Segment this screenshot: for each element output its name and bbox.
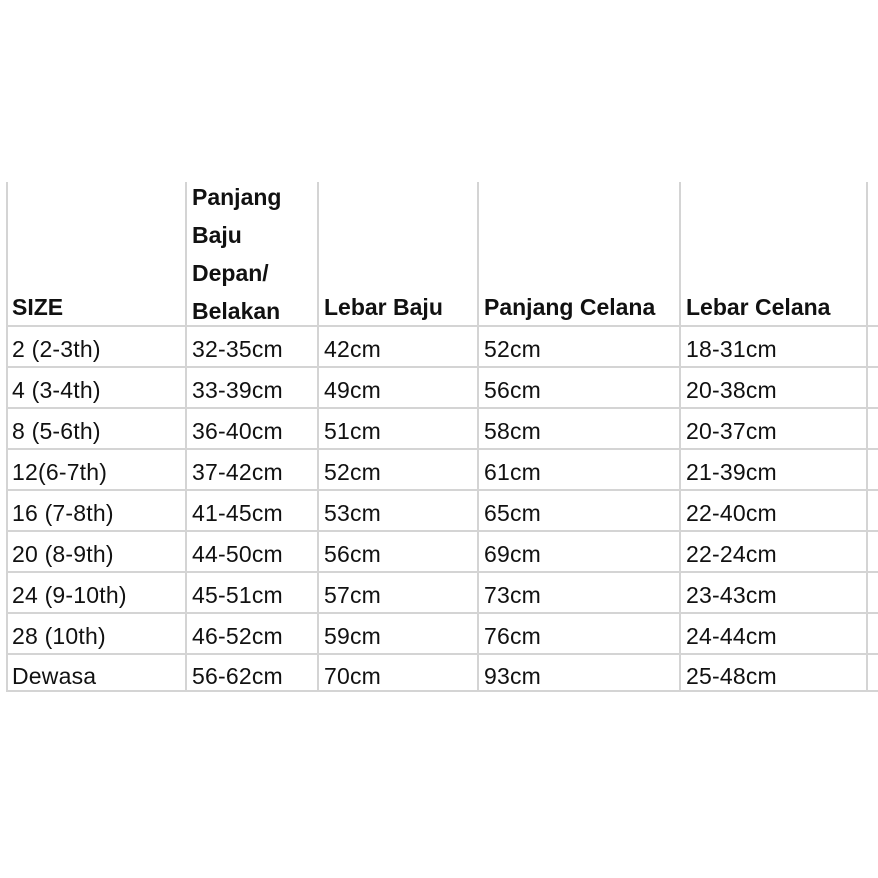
cell-panjang-celana: 58cm <box>484 418 542 444</box>
cell-panjang-celana: 69cm <box>484 541 542 567</box>
cell-lebar-celana: 24-44cm <box>686 623 777 649</box>
cell-lebar-celana: 22-24cm <box>686 541 777 567</box>
cell-panjang-baju: 45-51cm <box>192 582 283 608</box>
header-panjang-celana: Panjang Celana <box>484 294 656 320</box>
cell-size: 20 (8-9th) <box>12 541 114 567</box>
header-panjang-baju: Panjang Baju Depan/ Belakan <box>192 184 282 324</box>
cell-lebar-baju: 51cm <box>324 418 382 444</box>
grid-line <box>317 182 319 692</box>
cell-panjang-celana: 61cm <box>484 459 542 485</box>
cell-panjang-celana: 73cm <box>484 582 542 608</box>
cell-lebar-baju: 57cm <box>324 582 382 608</box>
header-lebar-celana: Lebar Celana <box>686 294 831 320</box>
cell-lebar-baju: 59cm <box>324 623 382 649</box>
cell-lebar-celana: 22-40cm <box>686 500 777 526</box>
cell-lebar-celana: 18-31cm <box>686 336 777 362</box>
grid-line <box>679 182 681 692</box>
cell-lebar-celana: 21-39cm <box>686 459 777 485</box>
header-size: SIZE <box>12 294 64 320</box>
cell-lebar-baju: 53cm <box>324 500 382 526</box>
cell-lebar-baju: 52cm <box>324 459 382 485</box>
cell-panjang-baju: 32-35cm <box>192 336 283 362</box>
cell-panjang-baju: 44-50cm <box>192 541 283 567</box>
cell-panjang-baju: 41-45cm <box>192 500 283 526</box>
cell-size: 8 (5-6th) <box>12 418 101 444</box>
cell-lebar-celana: 20-37cm <box>686 418 777 444</box>
grid-line <box>6 182 8 692</box>
cell-panjang-celana: 65cm <box>484 500 542 526</box>
grid-line <box>477 182 479 692</box>
cell-panjang-baju: 36-40cm <box>192 418 283 444</box>
cell-lebar-baju: 70cm <box>324 663 382 689</box>
grid-line <box>866 182 868 692</box>
cell-size: 28 (10th) <box>12 623 106 649</box>
cell-size: Dewasa <box>12 663 97 689</box>
cell-lebar-celana: 20-38cm <box>686 377 777 403</box>
cell-panjang-celana: 93cm <box>484 663 542 689</box>
grid-line <box>185 182 187 692</box>
cell-size: 12(6-7th) <box>12 459 108 485</box>
cell-panjang-celana: 56cm <box>484 377 542 403</box>
cell-lebar-baju: 42cm <box>324 336 382 362</box>
cell-size: 4 (3-4th) <box>12 377 101 403</box>
size-chart-table <box>0 182 878 692</box>
cell-lebar-baju: 49cm <box>324 377 382 403</box>
header-lebar-baju: Lebar Baju <box>324 294 443 320</box>
cell-lebar-baju: 56cm <box>324 541 382 567</box>
cell-lebar-celana: 23-43cm <box>686 582 777 608</box>
cell-panjang-celana: 76cm <box>484 623 542 649</box>
cell-panjang-baju: 56-62cm <box>192 663 283 689</box>
cell-panjang-baju: 46-52cm <box>192 623 283 649</box>
cell-panjang-baju: 33-39cm <box>192 377 283 403</box>
cell-panjang-baju: 37-42cm <box>192 459 283 485</box>
cell-size: 2 (2-3th) <box>12 336 101 362</box>
cell-size: 24 (9-10th) <box>12 582 127 608</box>
cell-size: 16 (7-8th) <box>12 500 114 526</box>
cell-panjang-celana: 52cm <box>484 336 542 362</box>
cell-lebar-celana: 25-48cm <box>686 663 777 689</box>
